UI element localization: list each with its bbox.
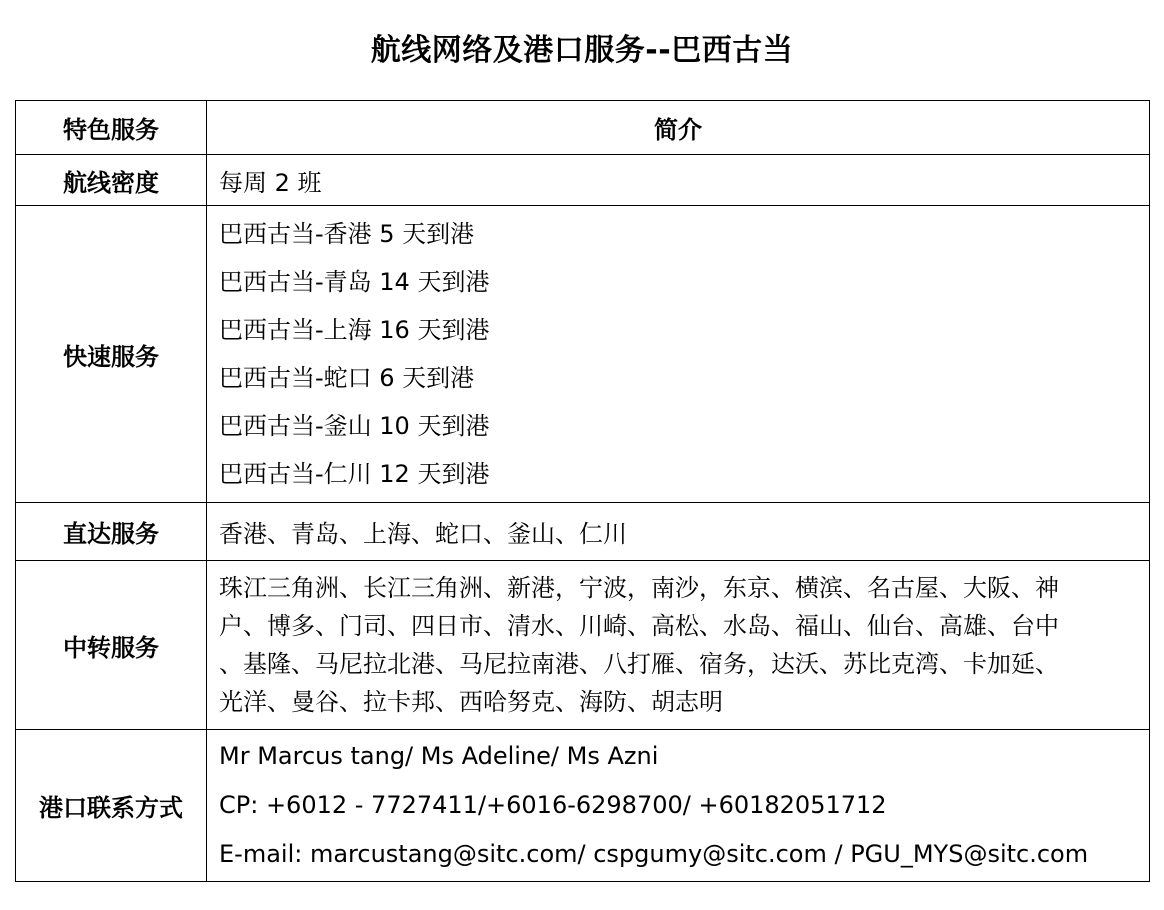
transfer-line: 户、博多、门司、四日市、清水、川崎、高松、水岛、福山、仙台、高雄、台中 bbox=[219, 612, 1059, 640]
transfer-line: 、基隆、马尼拉北港、马尼拉南港、八打雁、宿务，达沃、苏比克湾、卡加延、 bbox=[219, 650, 1059, 678]
express-line: 巴西古当-仁川 12 天到港 bbox=[219, 460, 490, 488]
table-row-contact bbox=[16, 730, 1150, 882]
service-table bbox=[15, 100, 1150, 882]
label-direct-service: 直达服务 bbox=[16, 503, 207, 561]
label-route-density: 航线密度 bbox=[16, 155, 207, 206]
express-line: 巴西古当-香港 5 天到港 bbox=[219, 220, 475, 248]
header-introduction: 简介 bbox=[207, 101, 1150, 155]
value-port-contact bbox=[207, 730, 1150, 882]
value-direct-service: 香港、青岛、上海、蛇口、釜山、仁川 bbox=[207, 503, 1150, 561]
contact-email: E-mail: marcustang@sitc.com/ cspgumy@sitc.com / PGU_MYS@sitc.com bbox=[219, 840, 1089, 868]
header-feature-service: 特色服务 bbox=[16, 101, 207, 155]
table-row-express bbox=[16, 206, 1150, 503]
express-line: 巴西古当-蛇口 6 天到港 bbox=[219, 364, 475, 392]
label-transfer-service: 中转服务 bbox=[16, 561, 207, 730]
transfer-line: 光洋、曼谷、拉卡邦、西哈努克、海防、胡志明 bbox=[219, 688, 723, 716]
express-line: 巴西古当-釜山 10 天到港 bbox=[219, 412, 490, 440]
table-row-direct bbox=[16, 503, 1150, 561]
value-route-density: 每周 2 班 bbox=[207, 155, 1150, 206]
express-line: 巴西古当-上海 16 天到港 bbox=[219, 316, 490, 344]
page-title: 航线网络及港口服务--巴西古当 bbox=[370, 33, 794, 68]
label-port-contact: 港口联系方式 bbox=[16, 730, 207, 882]
table-row-transfer bbox=[16, 561, 1150, 730]
table-row-density bbox=[16, 155, 1150, 206]
label-express-service: 快速服务 bbox=[16, 206, 207, 503]
table-header-row bbox=[16, 101, 1150, 155]
express-line: 巴西古当-青岛 14 天到港 bbox=[219, 268, 490, 296]
value-express-service bbox=[207, 206, 1150, 503]
contact-names: Mr Marcus tang/ Ms Adeline/ Ms Azni bbox=[219, 742, 659, 770]
transfer-line: 珠江三角洲、长江三角洲、新港，宁波，南沙，东京、横滨、名古屋、大阪、神 bbox=[219, 574, 1059, 602]
value-transfer-service bbox=[207, 561, 1150, 730]
contact-phone: CP: +6012 - 7727411/+6016-6298700/ +60182051712 bbox=[219, 791, 887, 819]
